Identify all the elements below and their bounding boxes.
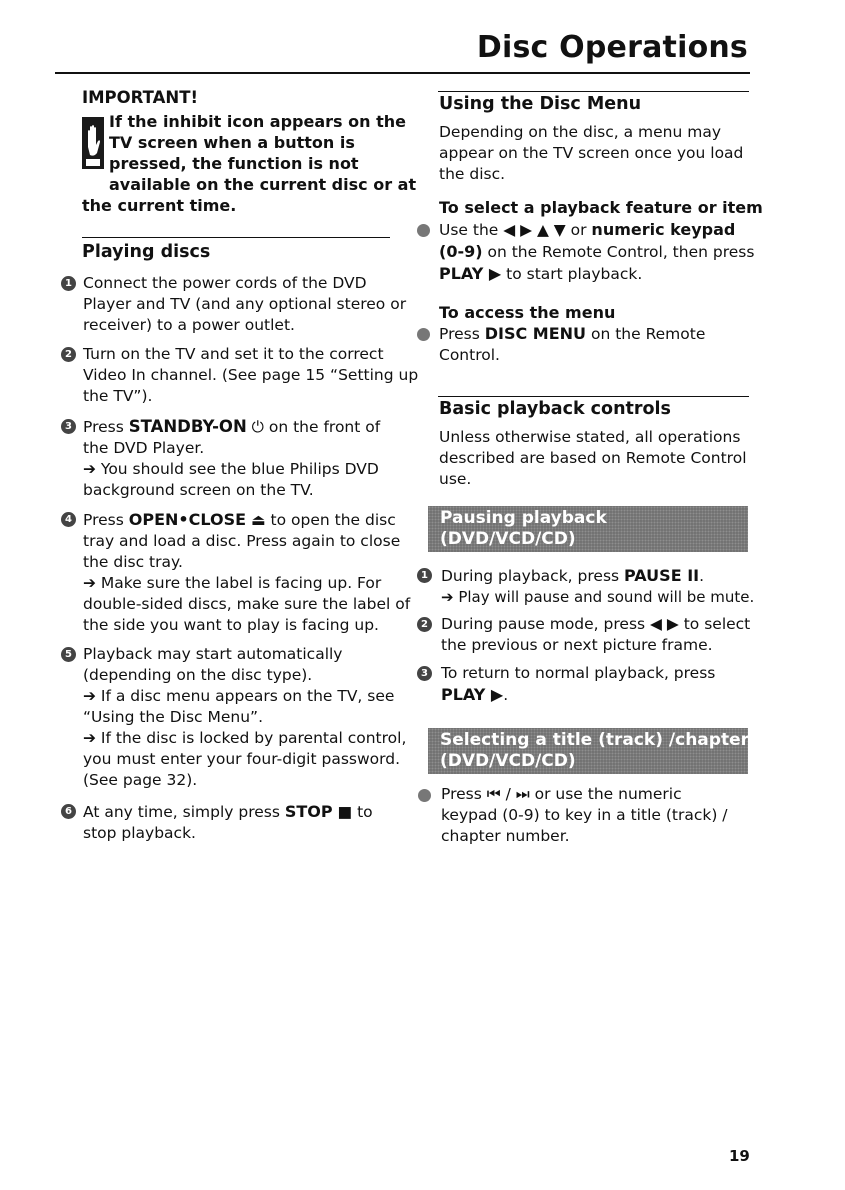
step-2-text: Turn on the TV and set it to the correct Video In channel. (See page 15 “Setting up the TV”). xyxy=(83,345,419,405)
pause-step-2-text: During pause mode, press ◀ ▶ to select the previous or next picture frame. xyxy=(441,615,751,654)
access-menu-subheading: To access the menu xyxy=(439,303,616,322)
disc-menu-heading: Using the Disc Menu xyxy=(439,94,642,114)
bullet-dot xyxy=(417,224,430,237)
step-number-4: 4 xyxy=(61,512,76,527)
pause-step-1-text: During playback, press PAUSE II. ➔ Play will pause and sound will be mute. xyxy=(441,566,755,606)
important-title: IMPORTANT! xyxy=(82,88,198,107)
important-line-1: If the inhibit icon appears on the xyxy=(109,112,406,131)
step-number-3: 3 xyxy=(61,419,76,434)
pause-step-number-2: 2 xyxy=(417,617,432,632)
selecting-banner: Selecting a title (track) /chapter (DVD/VCD/CD) xyxy=(428,728,748,774)
important-line-5: the current time. xyxy=(82,196,237,215)
playing-rule xyxy=(82,237,390,238)
important-line-2: TV screen when a button is xyxy=(109,133,355,152)
page-number: 19 xyxy=(729,1147,750,1165)
selecting-text: Press ⏮ / ⏭ or use the numeric keypad (0-9) to key in a title (track) / chapter number. xyxy=(441,785,728,845)
header-rule xyxy=(55,72,750,74)
step-number-1: 1 xyxy=(61,276,76,291)
pause-step-number-1: 1 xyxy=(417,568,432,583)
step-number-2: 2 xyxy=(61,347,76,362)
select-feature-text: Use the ◀ ▶ ▲ ▼ or numeric keypad (0-9) on the Remote Control, then press PLAY ▶ to start playback. xyxy=(439,220,755,283)
step-number-5: 5 xyxy=(61,647,76,662)
page-title: Disc Operations xyxy=(476,30,748,65)
step-number-6: 6 xyxy=(61,804,76,819)
step-5-text: Playback may start automatically (depending on the disc type). ➔ If a disc menu appears on the TV, see “Using the Disc Menu”. ➔ If the disc is locked by parental control, you must enter your four-digit password. (See page 32). xyxy=(83,645,407,789)
bullet-dot xyxy=(417,328,430,341)
important-line-4: available on the current disc or at xyxy=(109,175,417,194)
step-3-text: Press STANDBY-ON ⏻ on the front of the DVD Player. ➔ You should see the blue Philips DVD background screen on the TV. xyxy=(83,417,381,499)
disc-menu-intro: Depending on the disc, a menu may appear on the TV screen once you load the disc. xyxy=(439,123,744,183)
important-line-3: pressed, the function is not xyxy=(109,154,359,173)
pausing-banner: Pausing playback (DVD/VCD/CD) xyxy=(428,506,748,552)
bullet-dot xyxy=(418,789,431,802)
step-1-text: Connect the power cords of the DVD Player and TV (and any optional stereo or receiver) to a power outlet. xyxy=(83,274,407,334)
step-6-text: At any time, simply press STOP ■ to stop playback. xyxy=(83,802,373,842)
select-feature-subheading: To select a playback feature or item xyxy=(439,198,763,217)
basic-rule xyxy=(438,396,749,397)
pause-step-number-3: 3 xyxy=(417,666,432,681)
basic-heading: Basic playback controls xyxy=(439,399,671,419)
access-menu-text: Press DISC MENU on the Remote Control. xyxy=(439,324,706,364)
basic-intro: Unless otherwise stated, all operations described are based on Remote Control use. xyxy=(439,428,747,488)
disc-menu-rule xyxy=(438,91,749,92)
inhibit-hand-icon xyxy=(82,117,104,169)
pause-step-3-text: To return to normal playback, press PLAY ▶. xyxy=(441,664,716,704)
playing-heading: Playing discs xyxy=(82,242,211,262)
step-4-text: Press OPEN•CLOSE ⏏ to open the disc tray and load a disc. Press again to close the disc tray. ➔ Make sure the label is facing up. For double-sided discs, make sure the label of the side you want to play is facing up. xyxy=(83,510,411,634)
